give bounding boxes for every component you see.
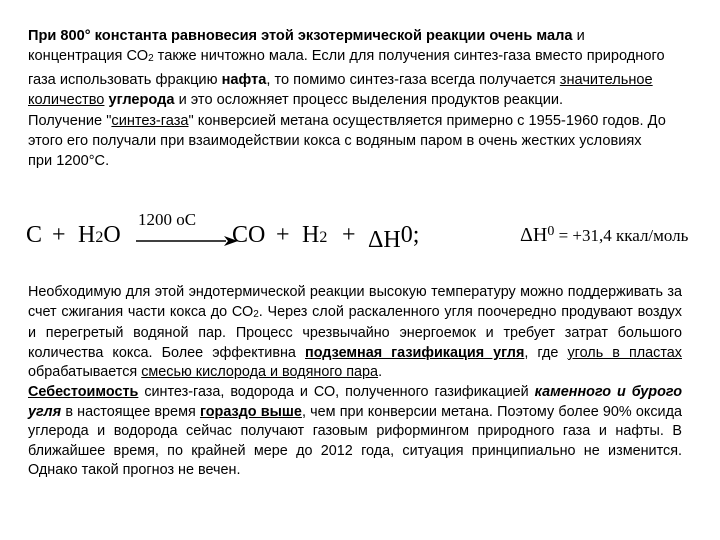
text: " конверсией метана осуществляется примерно с 1955-1960 годов. До этого его получали при взаимодействии кокса с водяным паром в очень жестких условиях при 1200°С. xyxy=(28,112,666,170)
eq-condition: 1200 оС xyxy=(138,210,197,229)
reaction-arrow-icon xyxy=(134,235,240,247)
text: синтез-газа, водорода и СО, полученного газификацией xyxy=(138,383,535,400)
text: , то помимо синтез-газа всегда получается xyxy=(266,71,560,88)
eq-water-sub: 2 xyxy=(95,229,104,246)
underlined-phrase: уголь в пластах xyxy=(567,344,682,361)
bold-underlined-term: подземная газификация угля xyxy=(305,344,525,361)
text: Получение " xyxy=(28,112,112,129)
eq-plus: + xyxy=(342,222,356,248)
intro-paragraph xyxy=(28,26,668,172)
bold-underlined-term: Себестоимость xyxy=(28,383,139,400)
eq-hydrogen-h: H xyxy=(302,222,320,248)
text: в настоящее время xyxy=(61,403,200,420)
eq-hydrogen xyxy=(302,222,327,249)
text: и это осложняет процесс выделения продуктов реакции. xyxy=(174,92,564,109)
eq-hydrogen-sub: 2 xyxy=(319,229,328,246)
bold-underlined-term: гораздо выше xyxy=(199,403,302,420)
lead-sentence: При 800° константа равновесия этой экзотермической реакции очень мала xyxy=(28,28,573,44)
eq-water xyxy=(78,222,121,249)
eq-plus: + xyxy=(276,222,290,248)
text: и концентрация СО xyxy=(28,28,585,65)
text: , где xyxy=(524,344,568,361)
eq-delta-h-sup: 0; xyxy=(400,222,420,248)
bold-term-ugleroda: углерода xyxy=(108,92,175,109)
underlined-phrase: значительное количество xyxy=(28,71,653,109)
eq-enthalpy-value xyxy=(520,224,688,247)
subscript: 2 xyxy=(148,53,154,65)
bold-term-nafta: нафта xyxy=(221,71,267,88)
main-paragraph xyxy=(28,283,682,481)
result-value: = +31,4 ккал/моль xyxy=(554,226,689,245)
eq-carbon: C xyxy=(26,222,43,248)
text: также ничтожно мала. Если для получения синтез-газа вместо природного газа использовать фракцию xyxy=(28,48,665,88)
eq-water-h: H xyxy=(78,222,96,248)
eq-enthalpy xyxy=(368,222,419,254)
subscript: 2 xyxy=(253,308,259,320)
text: . Через слой раскаленного угля поочередно продувают воздух и перегретый водяной пар. Процесс чрезвычайно энергоемок и требует затрат большого количества кокса. Более эффективна xyxy=(28,303,682,361)
eq-water-o: O xyxy=(103,222,121,248)
eq-co: CO xyxy=(232,222,266,248)
bold-italic-term: каменного и бурого угля xyxy=(28,383,682,420)
underlined-phrase: смесью кислорода и водяного пара xyxy=(141,364,379,381)
text: , чем при конверсии метана. Поэтому более 90% оксида углерода и водорода сейчас получают газовым риформингом природного газа и нафты. В ближайшее время, по крайней мере до 2012 года, ситуация принципиально не изменится. Однако такой прогноз не вечен. xyxy=(28,403,682,479)
underlined-term-sintez-gaz: синтез-газа xyxy=(111,112,189,129)
text: Необходимую для этой эндотермической реакции высокую температуру можно поддерживать за счет сжигания части кокса до СО xyxy=(28,284,682,320)
result-delta-h: ΔH xyxy=(520,224,548,246)
eq-delta-h: ΔH xyxy=(368,227,401,253)
reaction-equation xyxy=(26,210,706,258)
text: . xyxy=(378,364,383,381)
eq-plus: + xyxy=(52,222,66,248)
result-delta-h-sup: 0 xyxy=(547,224,555,239)
text: обрабатывается xyxy=(28,364,142,381)
